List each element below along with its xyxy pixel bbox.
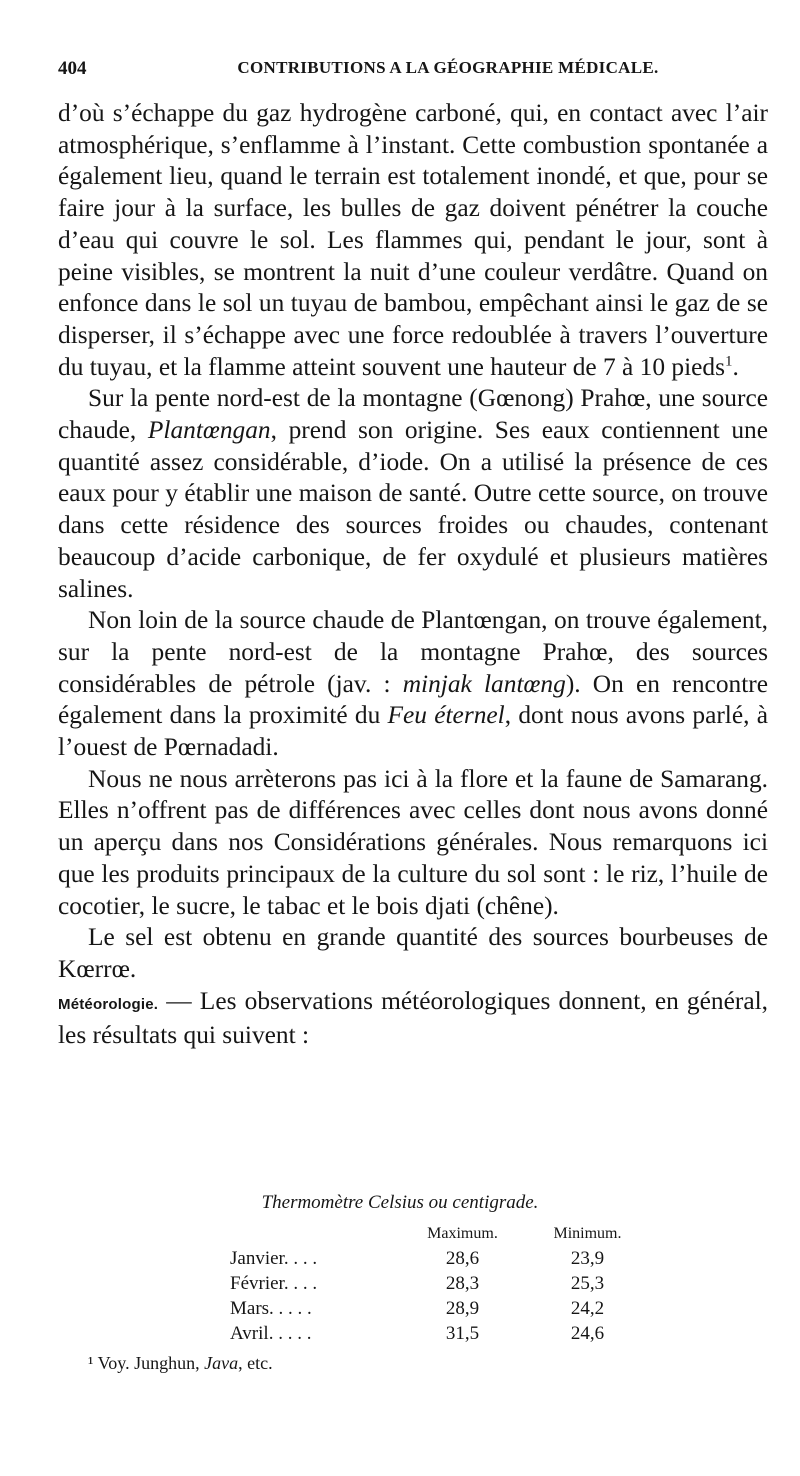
italic-term: Feu éternel [387,701,505,730]
paragraph-gas-flames [58,98,768,383]
paragraph-meteorology [58,986,768,1052]
page-number: 404 [58,58,87,79]
italic-term: minjak lantœng [402,669,566,698]
header-minimum: Minimum. [553,1225,622,1242]
paragraph-petroleum [58,605,768,764]
month-cell: Février. . . . [230,1272,318,1294]
table-row [230,1321,650,1346]
footnote-reference: 1 [725,353,733,370]
table-header-row [230,1222,650,1246]
footnote [88,1353,273,1374]
footnote-text: Voy. Junghun, [93,1353,205,1373]
table-row [230,1246,650,1271]
paragraph-salt: Le sel est obtenu en grande quantité des sources bourbeuses de Kœrrœ. [58,923,768,983]
min-cell: 24,2 [570,1297,605,1319]
paragraph-text: — Les observations météorologiques donnent, en général, les résultats qui suivent : [58,986,768,1050]
paragraph-text: d’où s’échappe du gaz hydrogène carboné, qui, en contact avec l’air atmosphérique, s’enflamme à l’instant. Cette combustion spontanée a également lieu, quand le terrain est totalement inondé, et que, pour se faire jour à la surface, les bulles de gaz doivent pénétrer la couche d’eau qui couvre le sol. Les flammes qui, pendant le jour, sont à peine visibles, se montrent la nuit d’une couleur verdâtre. Quand on enfonce dans le sol un tuyau de bambou, empêchant ainsi le gaz de se disperser, il s’échappe avec une force redoublée à travers l’ouverture du tuyau, et la flamme atteint souvent une hauteur de 7 à 10 pieds [58,99,768,381]
footnote-mark: ¹ [88,1353,94,1373]
paragraph-hot-spring [58,383,768,605]
table-row [230,1271,650,1296]
section-heading-meteorology: Météorologie. [58,995,159,1013]
paragraph-flora-fauna: Nous ne nous arrèterons pas ici à la flore et la faune de Samarang. Elles n’offrent pas de différences avec celles dont nous avons donné un aperçu dans nos Considérations générales. Nous remarquons ici que les produits principaux de la culture du sol sont : le riz, l’huile de cocotier, le sucre, le tabac et le bois djati (chêne). [58,764,768,920]
min-cell: 23,9 [570,1247,605,1269]
max-cell: 28,6 [445,1247,480,1269]
max-cell: 31,5 [445,1322,480,1344]
month-cell: Avril. . . . . [230,1322,312,1344]
month-cell: Janvier. . . . [230,1247,318,1269]
paragraph-text: ). On en rencontre également dans la proximité du [58,669,768,730]
footnote-italic-title: Java [204,1353,239,1373]
header-maximum: Maximum. [427,1225,498,1242]
max-cell: 28,9 [445,1297,480,1319]
table-caption: Thermomètre Celsius ou centigrade. [261,1192,539,1213]
footnote-text-end: , etc. [238,1353,273,1373]
min-cell: 24,6 [570,1322,605,1344]
paragraph-text: , prend son origine. Ses eaux contiennent une quantité assez considérable, d’iode. On a utilisé la présence de ces eaux pour y établir une maison de santé. Outre cette source, on trouve dans cette résidence des sources froides ou chaudes, contenant beaucoup d’acide carbonique, de fer oxydulé et plusieurs matières salines. [58,416,768,603]
paragraph-text: , dont nous avons parlé, à l’ouest de Pœrnadadi. [58,701,768,762]
running-title: CONTRIBUTIONS A LA GÉOGRAPHIE MÉDICALE. [237,58,659,77]
table-row [230,1296,650,1321]
paragraph-text-end: . [732,352,739,381]
body-text [58,98,768,1052]
running-head [58,58,770,88]
max-cell: 28,3 [445,1272,480,1294]
paragraph-text: Non loin de la source chaude de Plantœngan, on trouve également, sur la pente nord-est de la montagne Prahœ, des sources considérables de pétrole (jav. : [58,606,768,698]
temperature-table [230,1222,650,1346]
min-cell: 25,3 [570,1272,605,1294]
header-month [230,1222,400,1246]
paragraph-text: Sur la pente nord-est de la montagne (Gœnong) Prahœ, une source chaude, [58,384,768,445]
italic-term: Plantœngan [147,416,271,445]
month-cell: Mars. . . . . [230,1297,312,1319]
